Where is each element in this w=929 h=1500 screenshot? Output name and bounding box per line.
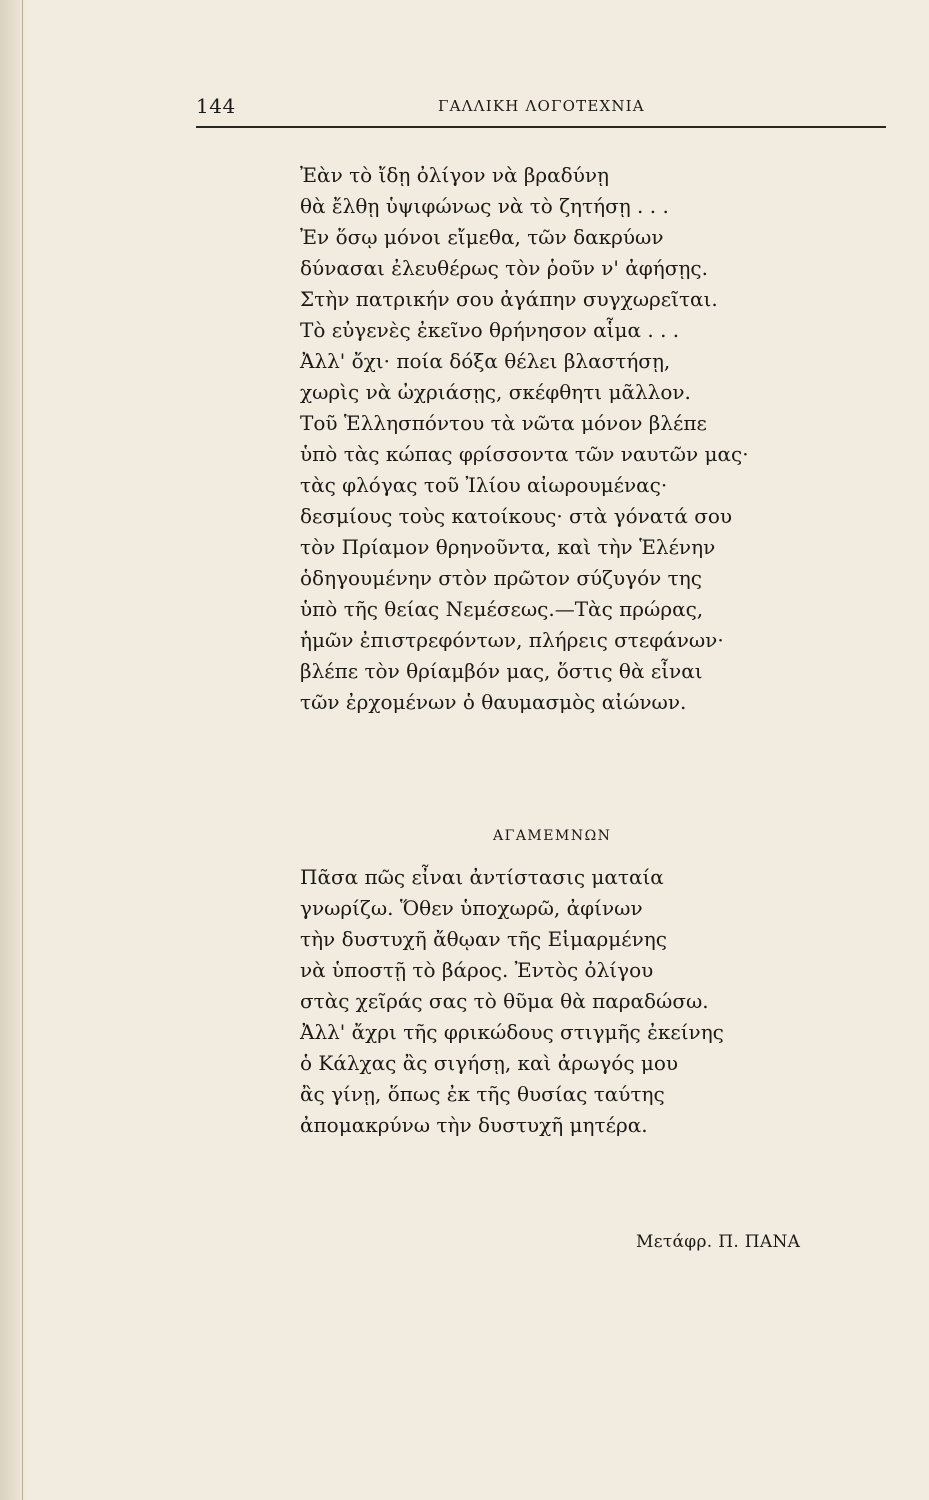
verse-line: ἡμῶν ἐπιστρεφόντων, πλήρεις στεφάνων· [300,628,724,652]
verse-line: ὑπὸ τὰς κώπας φρίσσοντα τῶν ναυτῶν μας· [300,442,749,466]
verse-line: Ἀλλ' ὄχι· ποία δόξα θέλει βλαστήσῃ, [300,349,671,373]
speaker-name: ΑΓΑΜΕΜΝΩΝ [493,828,612,844]
verse-line: στὰς χεῖράς σας τὸ θῦμα θὰ παραδώσω. [300,989,709,1013]
verse-line: δύνασαι ἐλευθέρως τὸν ῥοῦν ν' ἀφήσῃς. [300,256,708,280]
verse-line: θὰ ἔλθῃ ὑψιφώνως νὰ τὸ ζητήσῃ . . . [300,194,669,218]
verse-block-1 [300,160,749,718]
verse-line: τὴν δυστυχῆ ἄθῳαν τῆς Εἱμαρμένης [300,927,667,951]
running-title: ΓΑΛΛΙΚΗ ΛΟΓΟΤΕΧΝΙΑ [438,97,645,115]
verse-line: δεσμίους τοὺς κατοίκους· στὰ γόνατά σου [300,504,733,528]
verse-line: γνωρίζω. Ὅθεν ὑποχωρῶ, ἀφίνων [300,896,643,920]
verse-line: χωρὶς νὰ ὠχριάσῃς, σκέφθητι μᾶλλον. [300,380,691,404]
verse-line: ἀπομακρύνω τὴν δυστυχῆ μητέρα. [300,1113,648,1137]
translator-credit: Μετάφρ. Π. ΠΑΝΑ [636,1232,801,1252]
verse-line: τὰς φλόγας τοῦ Ἰλίου αἰωρουμένας· [300,473,668,497]
verse-line: ὁ Κάλχας ἂς σιγήσῃ, καὶ ἀρωγός μου [300,1051,679,1075]
verse-line: Ἐν ὅσῳ μόνοι εἴμεθα, τῶν δακρύων [300,225,664,249]
verse-line: βλέπε τὸν θρίαμβόν μας, ὅστις θὰ εἶναι [300,659,703,683]
header-rule [196,126,886,128]
verse-line: τῶν ἐρχομένων ὁ θαυμασμὸς αἰώνων. [300,690,687,714]
verse-line: Ἀλλ' ἄχρι τῆς φρικώδους στιγμῆς ἐκείνης [300,1020,724,1044]
verse-line: ὁδηγουμένην στὸν πρῶτον σύζυγόν της [300,566,702,590]
verse-line: Ἐὰν τὸ ἴδῃ ὀλίγον νὰ βραδύνῃ [300,163,610,187]
verse-line: ὑπὸ τῆς θείας Νεμέσεως.—Τὰς πρώρας, [300,597,704,621]
verse-line: νὰ ὑποστῇ τὸ βάρος. Ἐντὸς ὀλίγου [300,958,654,982]
verse-block-2 [300,862,724,1141]
verse-line: Τοῦ Ἑλλησπόντου τὰ νῶτα μόνον βλέπε [300,411,707,435]
page-number: 144 [196,94,236,118]
verse-line: τὸν Πρίαμον θρηνοῦντα, καὶ τὴν Ἑλένην [300,535,716,559]
verse-line: Στὴν πατρικήν σου ἀγάπην συγχωρεῖται. [300,287,718,311]
verse-line: Πᾶσα πῶς εἶναι ἀντίστασις ματαία [300,865,664,889]
binding-line [22,0,23,1500]
verse-line: ἂς γίνῃ, ὅπως ἐκ τῆς θυσίας ταύτης [300,1082,665,1106]
verse-line: Τὸ εὐγενὲς ἐκεῖνο θρήνησον αἷμα . . . [300,318,680,342]
page-header [196,94,916,134]
